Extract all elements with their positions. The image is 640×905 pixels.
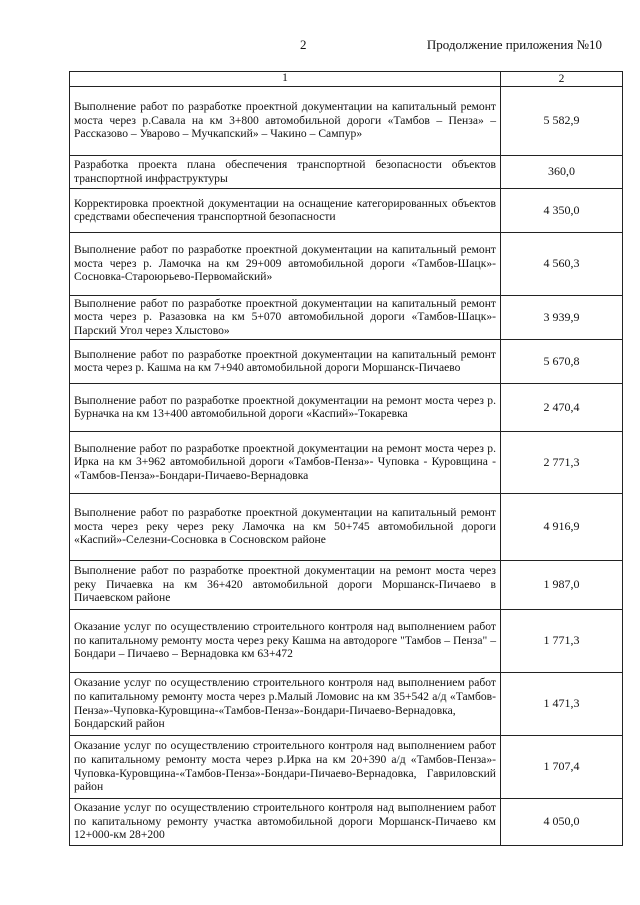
row-amount: 2 470,4 — [501, 383, 623, 431]
row-description: Выполнение работ по разработке проектной документации на ремонт моста через реку Пичаевка на км 36+420 автомобильной дороги Моршанск-Пичаево в Пичаевском районе — [70, 560, 501, 609]
row-description: Разработка проекта плана обеспечения транспортной безопасности объектов транспортной инфраструктуры — [70, 155, 501, 188]
budget-table — [69, 71, 623, 846]
column-header-amount: 2 — [501, 72, 623, 87]
page-number: 2 — [300, 37, 307, 52]
row-description: Оказание услуг по осуществлению строительного контроля над выполнением работ по капитальному ремонту моста через р.Малый Ломовис на км 35+542 а/д «Тамбов-Пенза»-Чуповка-Куровщина-«Тамбов-Пенза»-Бондари-Пичаево-Вернадовка, Бондарский район — [70, 672, 501, 735]
row-description: Выполнение работ по разработке проектной документации на ремонт моста через р. Бурначка на км 13+400 автомобильной дороги «Каспий»-Токаревка — [70, 383, 501, 431]
row-amount: 1 707,4 — [501, 735, 623, 798]
row-description: Оказание услуг по осуществлению строительного контроля над выполнением работ по капитальному ремонту моста через р.Ирка на км 20+390 а/д «Тамбов-Пенза»-Чуповка-Куровщина-«Тамбов-Пенза»-Бондари-Пичаево-Вернадовка, Гавриловский район — [70, 735, 501, 798]
row-description: Оказание услуг по осуществлению строительного контроля над выполнением работ по капитальному ремонту моста через реку Кашма на автодороге "Тамбов – Пенза" – Бондари – Пичаево – Вернадовка км 63+472 — [70, 609, 501, 672]
table-row — [70, 295, 623, 339]
row-description: Выполнение работ по разработке проектной документации на ремонт моста через р. Ирка на км 3+962 автомобильной дороги «Тамбов-Пенза»- Чуповка - Куровщина - «Тамбов-Пенза»-Бондари-Пичаево-Вернадовка — [70, 431, 501, 493]
appendix-note: Продолжение приложения №10 — [426, 37, 602, 52]
table-row — [70, 232, 623, 295]
row-amount: 1 471,3 — [501, 672, 623, 735]
row-amount: 2 771,3 — [501, 431, 623, 493]
row-amount: 360,0 — [501, 155, 623, 188]
row-amount: 1 771,3 — [501, 609, 623, 672]
row-amount: 3 939,9 — [501, 295, 623, 339]
row-description: Выполнение работ по разработке проектной документации на капитальный ремонт моста через реку через реку Ламочка на км 50+745 автомобильной дороги «Каспий»-Селезни-Сосновка в Сосновском районе — [70, 493, 501, 560]
table-row — [70, 609, 623, 672]
table-row — [70, 672, 623, 735]
row-description: Выполнение работ по разработке проектной документации на капитальный ремонт моста через р. Ламочка на км 29+009 автомобильной дороги «Тамбов-Шацк»-Сосновка-Староюрьево-Первомайский» — [70, 232, 501, 295]
table-row — [70, 493, 623, 560]
row-description: Оказание услуг по осуществлению строительного контроля над выполнением работ по капитальному ремонту участка автомобильной дороги Моршанск-Пичаево км 12+000-км 28+200 — [70, 798, 501, 845]
row-amount: 4 916,9 — [501, 493, 623, 560]
row-amount: 5 582,9 — [501, 86, 623, 155]
table-row — [70, 383, 623, 431]
table-row — [70, 188, 623, 232]
row-description: Выполнение работ по разработке проектной документации на капитальный ремонт моста через р. Кашма на км 7+940 автомобильной дороги Моршанск-Пичаево — [70, 339, 501, 383]
table-row — [70, 735, 623, 798]
row-description: Выполнение работ по разработке проектной документации на капитальный ремонт моста через р. Разазовка на км 5+070 автомобильной дороги «Тамбов-Шацк»-Парский Угол через Хлыстово» — [70, 295, 501, 339]
table-row — [70, 339, 623, 383]
table-row — [70, 560, 623, 609]
row-amount: 5 670,8 — [501, 339, 623, 383]
row-description: Выполнение работ по разработке проектной документации на капитальный ремонт моста через р.Савала на км 3+800 автомобильной дороги «Тамбов – Пенза» – Рассказово – Уварово – Мучкапский» – Чакино – Сампур» — [70, 86, 501, 155]
table-row — [70, 155, 623, 188]
table-row — [70, 431, 623, 493]
row-amount: 1 987,0 — [501, 560, 623, 609]
table-row — [70, 798, 623, 845]
row-amount: 4 350,0 — [501, 188, 623, 232]
table-header-row — [70, 72, 623, 87]
row-amount: 4 560,3 — [501, 232, 623, 295]
row-amount: 4 050,0 — [501, 798, 623, 845]
table-row — [70, 86, 623, 155]
column-header-description: 1 — [70, 72, 501, 87]
row-description: Корректировка проектной документации на оснащение категорированных объектов средствами обеспечения транспортной безопасности — [70, 188, 501, 232]
